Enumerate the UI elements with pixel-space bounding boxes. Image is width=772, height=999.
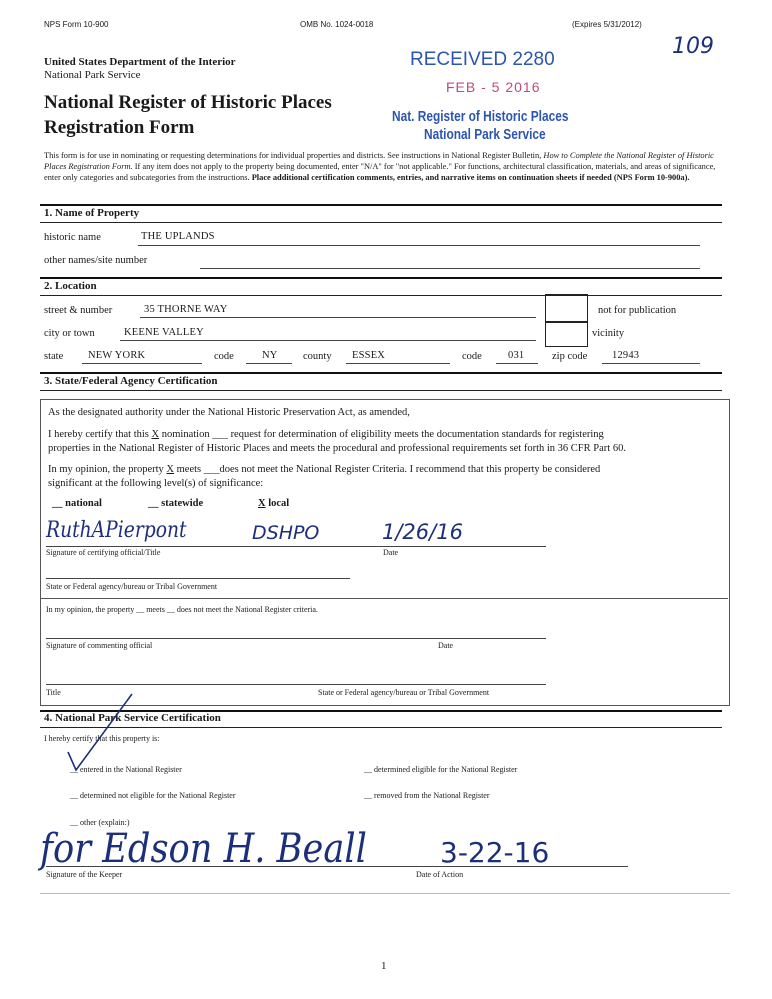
stamp-line1: Nat. Register of Historic Places bbox=[392, 109, 569, 125]
state-value[interactable]: NEW YORK bbox=[88, 350, 146, 361]
certifying-date: 1/26/16 bbox=[382, 520, 463, 544]
level-statewide[interactable]: __ statewide bbox=[148, 498, 204, 509]
opinion-text-b: meets ___does not meet the National Register Criteria. I recommend that this property be considered bbox=[174, 464, 601, 475]
keeper-date: 3-22-16 bbox=[440, 836, 550, 869]
county-code-label: code bbox=[462, 351, 482, 362]
zip-value[interactable]: 12943 bbox=[612, 350, 640, 361]
section1-heading: 1. Name of Property bbox=[44, 207, 140, 219]
not-for-publication-checkbox[interactable] bbox=[545, 294, 588, 323]
underline bbox=[496, 363, 538, 364]
certifying-title: DSHPO bbox=[252, 522, 320, 544]
underline bbox=[46, 578, 350, 579]
city-label: city or town bbox=[44, 328, 95, 339]
divider bbox=[40, 390, 722, 391]
underline bbox=[138, 245, 700, 246]
intro-text: This form is for use in nominating or requesting determinations for individual properties and districts. See instructions in National Register Bulletin, bbox=[44, 151, 544, 160]
county-label: county bbox=[303, 351, 332, 362]
option-removed[interactable]: __ removed from the National Register bbox=[364, 791, 490, 800]
date-label: Date bbox=[383, 548, 399, 557]
underline bbox=[46, 638, 546, 639]
vicinity-label: vicinity bbox=[592, 328, 625, 339]
option-other[interactable]: __ other (explain:) bbox=[70, 818, 130, 827]
stamp-received: RECEIVED 2280 bbox=[410, 49, 555, 70]
omb-number: OMB No. 1024-0018 bbox=[300, 20, 374, 29]
underline bbox=[140, 317, 536, 318]
comment-opinion: In my opinion, the property __ meets __ does not meet the National Register criteria. bbox=[46, 605, 318, 614]
underline bbox=[246, 363, 292, 364]
form-title: National Register of Historic Places bbox=[44, 92, 332, 113]
state-code-value[interactable]: NY bbox=[262, 350, 278, 361]
county-code-value[interactable]: 031 bbox=[508, 350, 525, 361]
certify-statement-cont: properties in the National Register of Historic Places and meets the procedural and professional requirements set forth in 36 CFR Part 60. bbox=[48, 443, 626, 454]
signature-label: Signature of certifying official/Title bbox=[46, 548, 161, 557]
keeper-intro: I hereby certify that this property is: bbox=[44, 734, 160, 743]
underline bbox=[602, 363, 700, 364]
comment-signature-label: Signature of commenting official bbox=[46, 641, 153, 650]
city-value[interactable]: KEENE VALLEY bbox=[124, 327, 204, 338]
historic-name-value[interactable]: THE UPLANDS bbox=[141, 231, 215, 242]
underline bbox=[46, 684, 546, 685]
section4-heading: 4. National Park Service Certification bbox=[44, 712, 221, 724]
comment-date-label: Date bbox=[438, 641, 454, 650]
option-removed-text: removed from the National Register bbox=[374, 791, 490, 800]
nomination-mark[interactable]: X bbox=[151, 429, 160, 440]
page-mark: 109 bbox=[672, 34, 714, 59]
intro-text-b: If any item does not apply to the property being documented, enter "N/A" for "not applicable." For functions, architectural classification, materials, and areas of significance, enter only categories and subcategories from the instructions. bbox=[44, 162, 716, 182]
agency-service: National Park Service bbox=[44, 69, 141, 81]
opinion-statement bbox=[48, 464, 600, 475]
instructions-paragraph bbox=[44, 150, 724, 183]
form-subtitle: Registration Form bbox=[44, 117, 195, 138]
agency-department: United States Department of the Interior bbox=[44, 56, 236, 68]
option-not-eligible-text: determined not eligible for the National Register bbox=[80, 791, 236, 800]
certifying-signature: RuthAPierpont bbox=[46, 518, 187, 543]
underline bbox=[46, 546, 546, 547]
divider bbox=[40, 277, 722, 279]
meets-mark[interactable]: X bbox=[166, 464, 174, 475]
underline bbox=[82, 363, 202, 364]
section3-heading: 3. State/Federal Agency Certification bbox=[44, 375, 218, 387]
certify-text-b: nomination ___ request for determination of eligibility meets the documentation standards for registering bbox=[159, 429, 604, 440]
intro-bold: Place additional certification comments, entries, and narrative items on continuation sheets if needed (NPS Form 10-900a). bbox=[251, 173, 690, 182]
county-value[interactable]: ESSEX bbox=[352, 350, 386, 361]
underline bbox=[200, 268, 700, 269]
checkmark-icon bbox=[60, 690, 140, 780]
divider bbox=[40, 372, 722, 374]
level-national[interactable]: __ national bbox=[52, 498, 102, 509]
option-eligible-text: determined eligible for the National Register bbox=[374, 765, 518, 774]
local-mark: X bbox=[258, 498, 266, 509]
agency-label: State or Federal agency/bureau or Tribal Government bbox=[46, 582, 218, 591]
option-not-eligible[interactable]: __ determined not eligible for the National Register bbox=[70, 791, 236, 800]
option-entered[interactable]: __ entered in the National Register bbox=[70, 765, 182, 774]
divider bbox=[40, 222, 722, 223]
title-label: Title bbox=[46, 688, 61, 697]
street-value[interactable]: 35 THORNE WAY bbox=[144, 304, 228, 315]
option-other-text: other (explain:) bbox=[80, 818, 130, 827]
form-number: NPS Form 10-900 bbox=[44, 20, 109, 29]
zip-label: zip code bbox=[552, 351, 588, 362]
street-label: street & number bbox=[44, 305, 113, 316]
stamp-line2: National Park Service bbox=[424, 127, 546, 143]
divider bbox=[40, 727, 722, 728]
option-eligible[interactable]: __ determined eligible for the National Register bbox=[364, 765, 518, 774]
underline bbox=[120, 340, 536, 341]
page-number: 1 bbox=[381, 960, 387, 972]
underline bbox=[46, 866, 628, 867]
local-text: local bbox=[268, 498, 290, 509]
section2-heading: 2. Location bbox=[44, 280, 97, 292]
certify-text: I hereby certify that this bbox=[48, 429, 152, 440]
divider bbox=[40, 598, 728, 599]
keeper-signature: for Edson H. Beall bbox=[40, 826, 367, 872]
intro-italic: How to Complete the National Register of Historic Places Registration Form. bbox=[44, 151, 714, 171]
date-of-action-label: Date of Action bbox=[416, 870, 464, 879]
historic-name-label: historic name bbox=[44, 232, 101, 243]
certify-statement bbox=[48, 429, 604, 440]
level-local[interactable] bbox=[258, 498, 289, 509]
underline bbox=[346, 363, 450, 364]
other-names-label: other names/site number bbox=[44, 255, 148, 266]
not-for-publication-label: not for publication bbox=[598, 305, 677, 316]
comment-agency-label: State or Federal agency/bureau or Tribal Government bbox=[318, 688, 490, 697]
divider bbox=[40, 295, 722, 296]
opinion-statement-cont: significant at the following level(s) of significance: bbox=[48, 478, 264, 489]
authority-statement: As the designated authority under the National Historic Preservation Act, as amended, bbox=[48, 407, 410, 418]
divider bbox=[40, 893, 730, 894]
vicinity-checkbox[interactable] bbox=[545, 321, 588, 347]
expiration-date: (Expires 5/31/2012) bbox=[572, 20, 642, 29]
keeper-signature-label: Signature of the Keeper bbox=[46, 870, 123, 879]
state-label: state bbox=[44, 351, 64, 362]
divider bbox=[40, 204, 722, 206]
opinion-text: In my opinion, the property bbox=[48, 464, 167, 475]
stamp-date: FEB - 5 2016 bbox=[446, 79, 541, 95]
state-code-label: code bbox=[214, 351, 234, 362]
option-entered-text: entered in the National Register bbox=[80, 765, 182, 774]
